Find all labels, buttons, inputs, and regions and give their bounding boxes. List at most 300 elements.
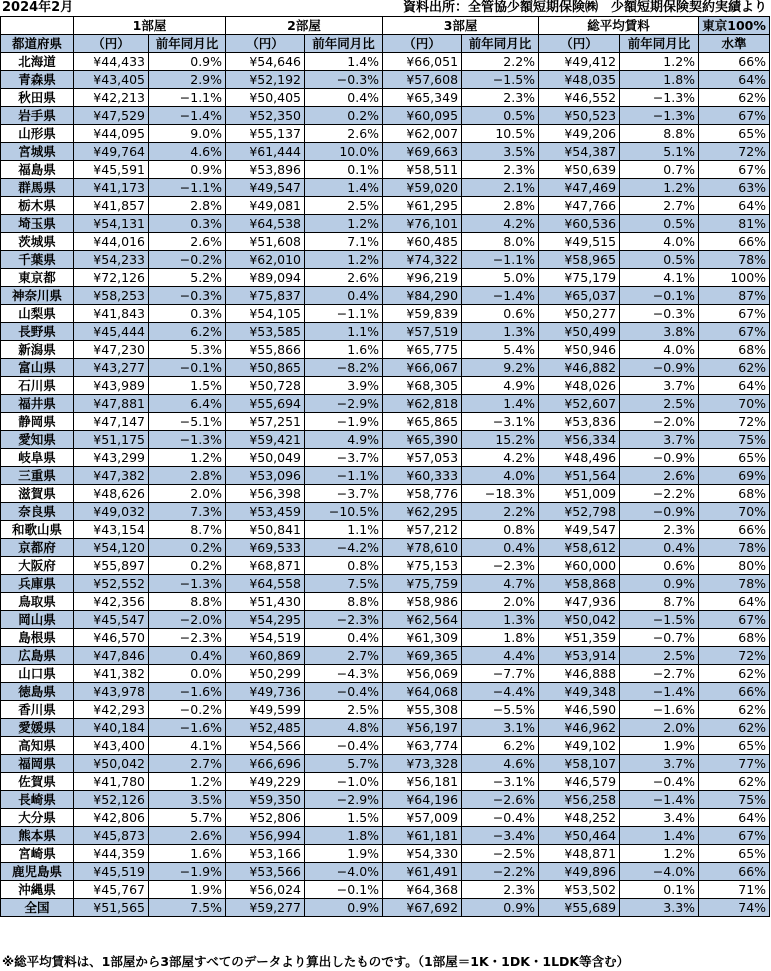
prefecture-name-cell: 長野県 [1,323,74,341]
rent-2-room-cell: ¥59,421 [226,431,305,449]
yoy-2-room-cell: 2.7% [305,647,383,665]
group-average-rent: 総平均賃料 [539,17,699,35]
yoy-1-room-cell: 7.3% [149,503,226,521]
tokyo-index-level-cell: 78% [699,539,770,557]
rent-1-room-cell: ¥49,764 [74,143,149,161]
col-rent-1: （円） [74,35,149,53]
yoy-2-room-cell: 0.4% [305,629,383,647]
yoy-average-cell: −0.3% [620,305,699,323]
yoy-2-room-cell: −4.2% [305,539,383,557]
table-row [1,611,770,629]
col-prefecture: 都道府県 [1,35,74,53]
yoy-1-room-cell: −0.1% [149,359,226,377]
table-body [1,53,770,917]
prefecture-name-cell: 全国 [1,899,74,917]
tokyo-index-level-cell: 75% [699,791,770,809]
prefecture-name-cell: 福島県 [1,161,74,179]
table-row [1,161,770,179]
rent-1-room-cell: ¥47,846 [74,647,149,665]
yoy-average-cell: 8.8% [620,125,699,143]
rent-3-room-cell: ¥62,007 [383,125,462,143]
yoy-average-cell: 3.3% [620,899,699,917]
tokyo-index-level-cell: 64% [699,809,770,827]
yoy-2-room-cell: 8.8% [305,593,383,611]
tokyo-index-level-cell: 64% [699,377,770,395]
header-row-columns [1,35,770,53]
yoy-3-room-cell: 3.1% [462,719,539,737]
yoy-2-room-cell: −2.9% [305,791,383,809]
rent-1-room-cell: ¥48,626 [74,485,149,503]
yoy-2-room-cell: 0.2% [305,107,383,125]
yoy-3-room-cell: 10.5% [462,125,539,143]
rent-average-cell: ¥51,564 [539,467,620,485]
rent-average-cell: ¥46,552 [539,89,620,107]
yoy-1-room-cell: −0.3% [149,287,226,305]
rent-1-room-cell: ¥41,382 [74,665,149,683]
group-3-room: 3部屋 [383,17,539,35]
rent-average-cell: ¥49,515 [539,233,620,251]
rent-average-cell: ¥46,882 [539,359,620,377]
yoy-1-room-cell: −2.3% [149,629,226,647]
yoy-average-cell: 2.3% [620,521,699,539]
data-source: 資料出所：全管協少額短期保険㈱ 少額短期保険契約実績より [402,0,767,15]
rent-2-room-cell: ¥53,096 [226,467,305,485]
yoy-average-cell: −0.9% [620,359,699,377]
rent-1-room-cell: ¥47,529 [74,107,149,125]
yoy-2-room-cell: 4.9% [305,431,383,449]
yoy-2-room-cell: 1.1% [305,323,383,341]
yoy-3-room-cell: 8.0% [462,233,539,251]
prefecture-name-cell: 徳島県 [1,683,74,701]
yoy-2-room-cell: 2.5% [305,701,383,719]
yoy-3-room-cell: 1.3% [462,323,539,341]
yoy-3-room-cell: 2.3% [462,161,539,179]
rent-average-cell: ¥50,639 [539,161,620,179]
prefecture-name-cell: 鹿児島県 [1,863,74,881]
rent-1-room-cell: ¥51,565 [74,899,149,917]
yoy-3-room-cell: 5.4% [462,341,539,359]
yoy-2-room-cell: 0.4% [305,287,383,305]
tokyo-index-level-cell: 72% [699,143,770,161]
yoy-average-cell: −4.0% [620,863,699,881]
prefecture-name-cell: 埼玉県 [1,215,74,233]
rent-3-room-cell: ¥56,181 [383,773,462,791]
yoy-1-room-cell: 2.0% [149,485,226,503]
rent-3-room-cell: ¥62,295 [383,503,462,521]
rent-3-room-cell: ¥56,197 [383,719,462,737]
rent-1-room-cell: ¥54,120 [74,539,149,557]
yoy-1-room-cell: 1.2% [149,773,226,791]
yoy-2-room-cell: −1.9% [305,413,383,431]
rent-1-room-cell: ¥43,154 [74,521,149,539]
rent-1-room-cell: ¥52,126 [74,791,149,809]
yoy-average-cell: 2.5% [620,647,699,665]
table-row [1,629,770,647]
yoy-1-room-cell: 6.2% [149,323,226,341]
yoy-average-cell: 0.7% [620,161,699,179]
table-row [1,287,770,305]
yoy-average-cell: 0.4% [620,539,699,557]
yoy-3-room-cell: −5.5% [462,701,539,719]
rent-1-room-cell: ¥54,233 [74,251,149,269]
table-row [1,233,770,251]
table-row [1,449,770,467]
yoy-average-cell: 0.5% [620,251,699,269]
rent-2-room-cell: ¥55,137 [226,125,305,143]
col-rent-2: （円） [226,35,305,53]
yoy-3-room-cell: 1.4% [462,395,539,413]
tokyo-index-level-cell: 67% [699,107,770,125]
yoy-2-room-cell: 1.1% [305,521,383,539]
prefecture-name-cell: 鳥取県 [1,593,74,611]
table-row [1,305,770,323]
rent-3-room-cell: ¥62,818 [383,395,462,413]
yoy-1-room-cell: 0.2% [149,539,226,557]
rent-2-room-cell: ¥49,736 [226,683,305,701]
rent-average-cell: ¥53,836 [539,413,620,431]
yoy-1-room-cell: 4.6% [149,143,226,161]
yoy-1-room-cell: −5.1% [149,413,226,431]
tokyo-index-level-cell: 68% [699,485,770,503]
rent-3-room-cell: ¥78,610 [383,539,462,557]
rent-average-cell: ¥46,579 [539,773,620,791]
yoy-1-room-cell: −1.4% [149,107,226,125]
rent-1-room-cell: ¥51,175 [74,431,149,449]
yoy-1-room-cell: −1.9% [149,863,226,881]
rent-2-room-cell: ¥53,459 [226,503,305,521]
tokyo-index-level-cell: 65% [699,737,770,755]
yoy-average-cell: 2.5% [620,395,699,413]
yoy-3-room-cell: 2.1% [462,179,539,197]
rent-3-room-cell: ¥69,663 [383,143,462,161]
rent-1-room-cell: ¥42,293 [74,701,149,719]
yoy-2-room-cell: 1.5% [305,809,383,827]
rent-2-room-cell: ¥59,350 [226,791,305,809]
yoy-1-room-cell: −1.3% [149,431,226,449]
prefecture-name-cell: 北海道 [1,53,74,71]
col-yoy-3: 前年同月比 [462,35,539,53]
rent-3-room-cell: ¥66,051 [383,53,462,71]
yoy-1-room-cell: 2.8% [149,197,226,215]
yoy-3-room-cell: −2.2% [462,863,539,881]
yoy-average-cell: −0.4% [620,773,699,791]
yoy-1-room-cell: 5.7% [149,809,226,827]
rent-3-room-cell: ¥57,212 [383,521,462,539]
rent-3-room-cell: ¥68,305 [383,377,462,395]
rent-2-room-cell: ¥49,081 [226,197,305,215]
yoy-average-cell: 0.5% [620,215,699,233]
tokyo-index-level-cell: 65% [699,449,770,467]
rent-2-room-cell: ¥51,430 [226,593,305,611]
rent-3-room-cell: ¥65,390 [383,431,462,449]
rent-average-cell: ¥46,590 [539,701,620,719]
group-2-room: 2部屋 [226,17,383,35]
rent-average-cell: ¥50,277 [539,305,620,323]
prefecture-name-cell: 静岡県 [1,413,74,431]
rent-2-room-cell: ¥49,229 [226,773,305,791]
yoy-3-room-cell: 6.2% [462,737,539,755]
rent-1-room-cell: ¥42,806 [74,809,149,827]
rent-average-cell: ¥54,387 [539,143,620,161]
rent-2-room-cell: ¥53,566 [226,863,305,881]
yoy-2-room-cell: −1.1% [305,305,383,323]
rent-2-room-cell: ¥56,994 [226,827,305,845]
rent-3-room-cell: ¥65,775 [383,341,462,359]
yoy-1-room-cell: 1.6% [149,845,226,863]
tokyo-index-level-cell: 81% [699,215,770,233]
table-row [1,701,770,719]
tokyo-index-level-cell: 65% [699,125,770,143]
tokyo-index-level-cell: 67% [699,611,770,629]
tokyo-index-level-cell: 64% [699,197,770,215]
yoy-1-room-cell: 8.7% [149,521,226,539]
table-row [1,827,770,845]
rent-average-cell: ¥53,914 [539,647,620,665]
rent-2-room-cell: ¥64,558 [226,575,305,593]
prefecture-name-cell: 山形県 [1,125,74,143]
yoy-average-cell: 1.8% [620,71,699,89]
yoy-average-cell: −1.6% [620,701,699,719]
yoy-3-room-cell: −3.1% [462,413,539,431]
yoy-1-room-cell: 6.4% [149,395,226,413]
yoy-2-room-cell: 0.4% [305,89,383,107]
tokyo-index-level-cell: 69% [699,467,770,485]
yoy-2-room-cell: −1.1% [305,467,383,485]
yoy-average-cell: −0.9% [620,449,699,467]
yoy-average-cell: 4.0% [620,341,699,359]
yoy-3-room-cell: 2.8% [462,197,539,215]
table-row [1,89,770,107]
yoy-average-cell: 1.2% [620,845,699,863]
rent-1-room-cell: ¥55,897 [74,557,149,575]
rent-2-room-cell: ¥56,398 [226,485,305,503]
rent-3-room-cell: ¥75,153 [383,557,462,575]
yoy-2-room-cell: 0.8% [305,557,383,575]
yoy-2-room-cell: −0.1% [305,881,383,899]
prefecture-name-cell: 新潟県 [1,341,74,359]
yoy-3-room-cell: 4.7% [462,575,539,593]
rent-1-room-cell: ¥41,780 [74,773,149,791]
rent-2-room-cell: ¥66,696 [226,755,305,773]
yoy-1-room-cell: −1.1% [149,179,226,197]
rent-average-cell: ¥53,502 [539,881,620,899]
yoy-2-room-cell: 7.5% [305,575,383,593]
rent-3-room-cell: ¥61,181 [383,827,462,845]
rent-3-room-cell: ¥65,349 [383,89,462,107]
yoy-1-room-cell: 5.2% [149,269,226,287]
yoy-1-room-cell: −1.3% [149,575,226,593]
tokyo-index-level-cell: 67% [699,161,770,179]
rent-1-room-cell: ¥45,873 [74,827,149,845]
yoy-1-room-cell: 8.8% [149,593,226,611]
table-row [1,269,770,287]
table-row [1,413,770,431]
rent-1-room-cell: ¥41,843 [74,305,149,323]
rent-2-room-cell: ¥53,585 [226,323,305,341]
yoy-2-room-cell: 7.1% [305,233,383,251]
rent-2-room-cell: ¥89,094 [226,269,305,287]
yoy-2-room-cell: −2.9% [305,395,383,413]
col-level: 水準 [699,35,770,53]
rent-1-room-cell: ¥43,978 [74,683,149,701]
tokyo-index-level-cell: 80% [699,557,770,575]
tokyo-index-level-cell: 64% [699,71,770,89]
rent-average-cell: ¥58,612 [539,539,620,557]
header-row-groups [1,17,770,35]
table-row [1,107,770,125]
yoy-3-room-cell: 2.3% [462,89,539,107]
rent-average-cell: ¥47,766 [539,197,620,215]
yoy-1-room-cell: 2.7% [149,755,226,773]
prefecture-name-cell: 青森県 [1,71,74,89]
table-row [1,683,770,701]
rent-3-room-cell: ¥59,020 [383,179,462,197]
yoy-2-room-cell: 1.2% [305,251,383,269]
rent-average-cell: ¥50,499 [539,323,620,341]
report-header [0,0,771,16]
yoy-2-room-cell: 1.9% [305,845,383,863]
col-rent-3: （円） [383,35,462,53]
prefecture-name-cell: 奈良県 [1,503,74,521]
yoy-2-room-cell: 2.5% [305,197,383,215]
rent-average-cell: ¥48,026 [539,377,620,395]
rent-3-room-cell: ¥62,564 [383,611,462,629]
group-1-room: 1部屋 [74,17,226,35]
yoy-1-room-cell: −1.6% [149,719,226,737]
prefecture-name-cell: 栃木県 [1,197,74,215]
rent-2-room-cell: ¥56,024 [226,881,305,899]
yoy-2-room-cell: 0.1% [305,161,383,179]
tokyo-index-level-cell: 62% [699,665,770,683]
yoy-1-room-cell: −0.2% [149,251,226,269]
rent-average-cell: ¥51,009 [539,485,620,503]
prefecture-name-cell: 千葉県 [1,251,74,269]
rent-3-room-cell: ¥59,839 [383,305,462,323]
prefecture-name-cell: 滋賀県 [1,485,74,503]
yoy-2-room-cell: 1.6% [305,341,383,359]
rent-2-room-cell: ¥49,599 [226,701,305,719]
yoy-average-cell: −2.2% [620,485,699,503]
rent-3-room-cell: ¥64,368 [383,881,462,899]
rent-table [0,16,770,917]
rent-1-room-cell: ¥45,591 [74,161,149,179]
yoy-2-room-cell: 4.8% [305,719,383,737]
yoy-average-cell: 1.9% [620,737,699,755]
table-row [1,719,770,737]
rent-2-room-cell: ¥54,105 [226,305,305,323]
rent-3-room-cell: ¥76,101 [383,215,462,233]
rent-2-room-cell: ¥49,547 [226,179,305,197]
prefecture-name-cell: 石川県 [1,377,74,395]
yoy-3-room-cell: −3.1% [462,773,539,791]
yoy-3-room-cell: 2.2% [462,53,539,71]
yoy-2-room-cell: 1.4% [305,53,383,71]
yoy-3-room-cell: 9.2% [462,359,539,377]
col-yoy-avg: 前年同月比 [620,35,699,53]
yoy-average-cell: −1.3% [620,107,699,125]
prefecture-name-cell: 富山県 [1,359,74,377]
rent-1-room-cell: ¥50,042 [74,755,149,773]
tokyo-index-level-cell: 67% [699,305,770,323]
yoy-2-room-cell: −1.0% [305,773,383,791]
prefecture-name-cell: 島根県 [1,629,74,647]
rent-3-room-cell: ¥58,776 [383,485,462,503]
rent-3-room-cell: ¥56,069 [383,665,462,683]
yoy-3-room-cell: 0.5% [462,107,539,125]
table-row [1,179,770,197]
rent-average-cell: ¥52,607 [539,395,620,413]
prefecture-name-cell: 神奈川県 [1,287,74,305]
table-row [1,431,770,449]
rent-average-cell: ¥51,359 [539,629,620,647]
yoy-average-cell: −0.7% [620,629,699,647]
rent-2-room-cell: ¥52,806 [226,809,305,827]
rent-1-room-cell: ¥43,989 [74,377,149,395]
rent-2-room-cell: ¥69,533 [226,539,305,557]
yoy-3-room-cell: −1.5% [462,71,539,89]
rent-average-cell: ¥47,469 [539,179,620,197]
rent-average-cell: ¥56,334 [539,431,620,449]
rent-average-cell: ¥50,523 [539,107,620,125]
rent-3-room-cell: ¥65,865 [383,413,462,431]
rent-1-room-cell: ¥44,433 [74,53,149,71]
tokyo-index-level-cell: 75% [699,431,770,449]
yoy-3-room-cell: −7.7% [462,665,539,683]
rent-average-cell: ¥58,965 [539,251,620,269]
rent-2-room-cell: ¥52,350 [226,107,305,125]
yoy-1-room-cell: −0.2% [149,701,226,719]
rent-1-room-cell: ¥47,382 [74,467,149,485]
prefecture-name-cell: 秋田県 [1,89,74,107]
yoy-1-room-cell: 5.3% [149,341,226,359]
prefecture-name-cell: 群馬県 [1,179,74,197]
rent-average-cell: ¥50,042 [539,611,620,629]
yoy-average-cell: 3.7% [620,431,699,449]
rent-2-room-cell: ¥57,251 [226,413,305,431]
rent-2-room-cell: ¥59,277 [226,899,305,917]
yoy-average-cell: 4.0% [620,233,699,251]
prefecture-name-cell: 宮崎県 [1,845,74,863]
table-row [1,737,770,755]
yoy-2-room-cell: −4.0% [305,863,383,881]
rent-1-room-cell: ¥43,277 [74,359,149,377]
rent-3-room-cell: ¥73,328 [383,755,462,773]
rent-1-room-cell: ¥41,857 [74,197,149,215]
table-row [1,215,770,233]
yoy-3-room-cell: 4.6% [462,755,539,773]
rent-average-cell: ¥60,536 [539,215,620,233]
table-row [1,71,770,89]
rent-2-room-cell: ¥53,166 [226,845,305,863]
prefecture-name-cell: 佐賀県 [1,773,74,791]
yoy-1-room-cell: 1.5% [149,377,226,395]
table-row [1,899,770,917]
yoy-average-cell: −2.7% [620,665,699,683]
yoy-1-room-cell: 0.3% [149,215,226,233]
yoy-3-room-cell: 2.3% [462,881,539,899]
yoy-3-room-cell: 2.2% [462,503,539,521]
yoy-2-room-cell: 1.8% [305,827,383,845]
rent-1-room-cell: ¥47,230 [74,341,149,359]
rent-3-room-cell: ¥55,308 [383,701,462,719]
yoy-3-room-cell: 4.9% [462,377,539,395]
rent-average-cell: ¥49,206 [539,125,620,143]
yoy-3-room-cell: 0.9% [462,899,539,917]
tokyo-index-level-cell: 72% [699,413,770,431]
yoy-2-room-cell: −0.4% [305,737,383,755]
rent-3-room-cell: ¥64,196 [383,791,462,809]
yoy-1-room-cell: 4.1% [149,737,226,755]
